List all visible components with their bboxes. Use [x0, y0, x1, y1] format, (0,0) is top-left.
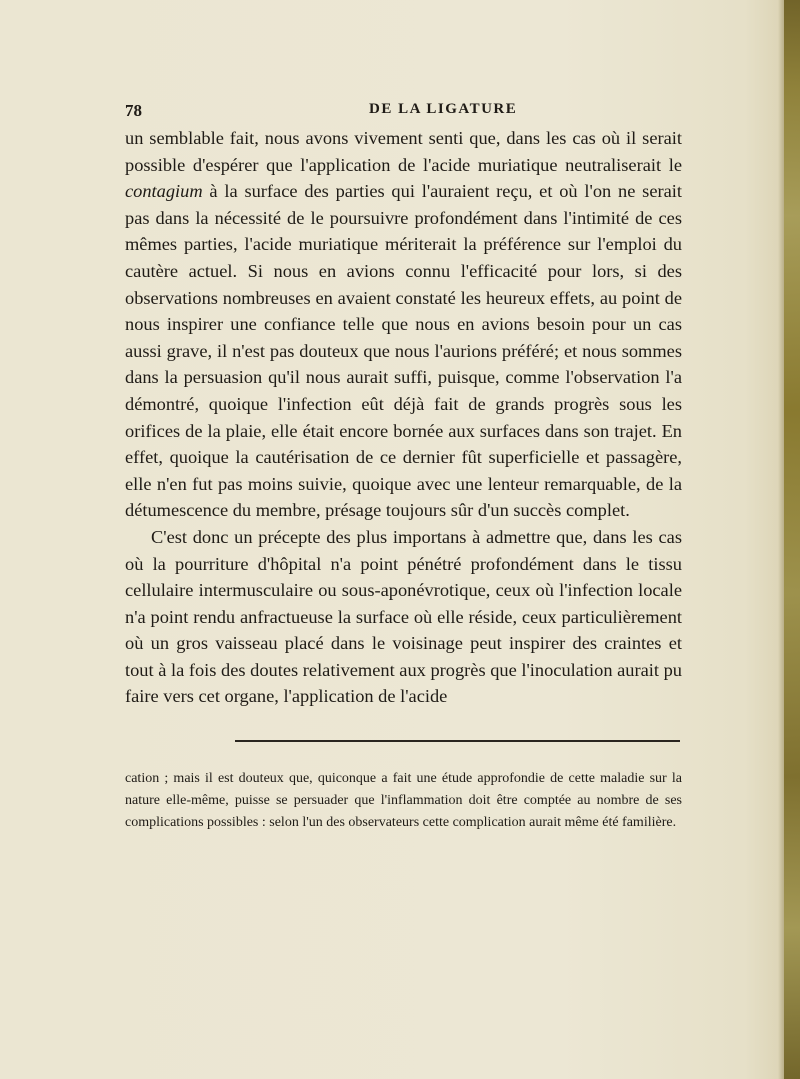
main-text — [125, 125, 682, 710]
paragraph-1-part-2: à la surface des parties qui l'auraient reçu, et où l'on ne serait pas dans la nécessité de le poursuivre profondément dans l'intimité de ces mêmes parties, l'acide muriatique mériterait la préférence sur l'emploi du cautère actuel. Si nous en avions connu l'efficacité pour lors, si des observations nombreuses en avaient constaté les heureux effets, au point de nous inspirer une confiance telle que nous en avions besoin pour un cas aussi grave, il n'est pas douteux que nous l'aurions préféré; et nous sommes dans la persuasion qu'il nous aurait suffi, puisque, comme l'observation l'a démontré, quoique l'infection eût déjà fait de grands progrès sous les orifices de la plaie, elle était encore bornée aux surfaces dans son trajet. En effet, quoique la cautérisation de ce dernier fût superficielle et passagère, elle n'en fut pas moins suivie, quoique avec une lenteur remarquable, de la détumescence du membre, présage toujours sûr d'un succès complet. — [125, 181, 682, 521]
running-head: DE LA LIGATURE — [369, 101, 518, 117]
footnote-rule — [235, 740, 680, 742]
page-header — [125, 101, 680, 123]
paragraph-2: C'est donc un précepte des plus importans à admettre que, dans les cas où la pourriture d'hôpital n'a point pénétré profondément dans le tissu cellulaire intermusculaire ou sous-aponévrotique, ceux où l'infection locale n'a point rendu anfractueuse la surface où elle réside, ceux particulièrement où un gros vaisseau placé dans le voisinage peut inspirer des craintes et tout à la fois des doutes relativement aux progrès que l'inoculation aurait pu faire vers cet organe, l'application de l'acide — [125, 526, 682, 707]
page-edge — [784, 0, 800, 1079]
footnote-text: cation ; mais il est douteux que, quiconque a fait une étude approfondie de cette maladie sur la nature elle-même, puisse se persuader que l'inflammation doit être comptée au nombre de ses complications possibles : selon l'un des observateurs cette complication aurait même été familière. — [125, 771, 682, 830]
paragraph-1-part-1: un semblable fait, nous avons vivement senti que, dans les cas où il serait possible d'espérer que l'application de l'acide muriatique neutraliserait le — [125, 128, 682, 175]
italic-term: contagium — [125, 181, 203, 202]
page-number: 78 — [125, 101, 142, 120]
paragraph-1 — [125, 125, 682, 524]
footnote — [125, 768, 682, 834]
